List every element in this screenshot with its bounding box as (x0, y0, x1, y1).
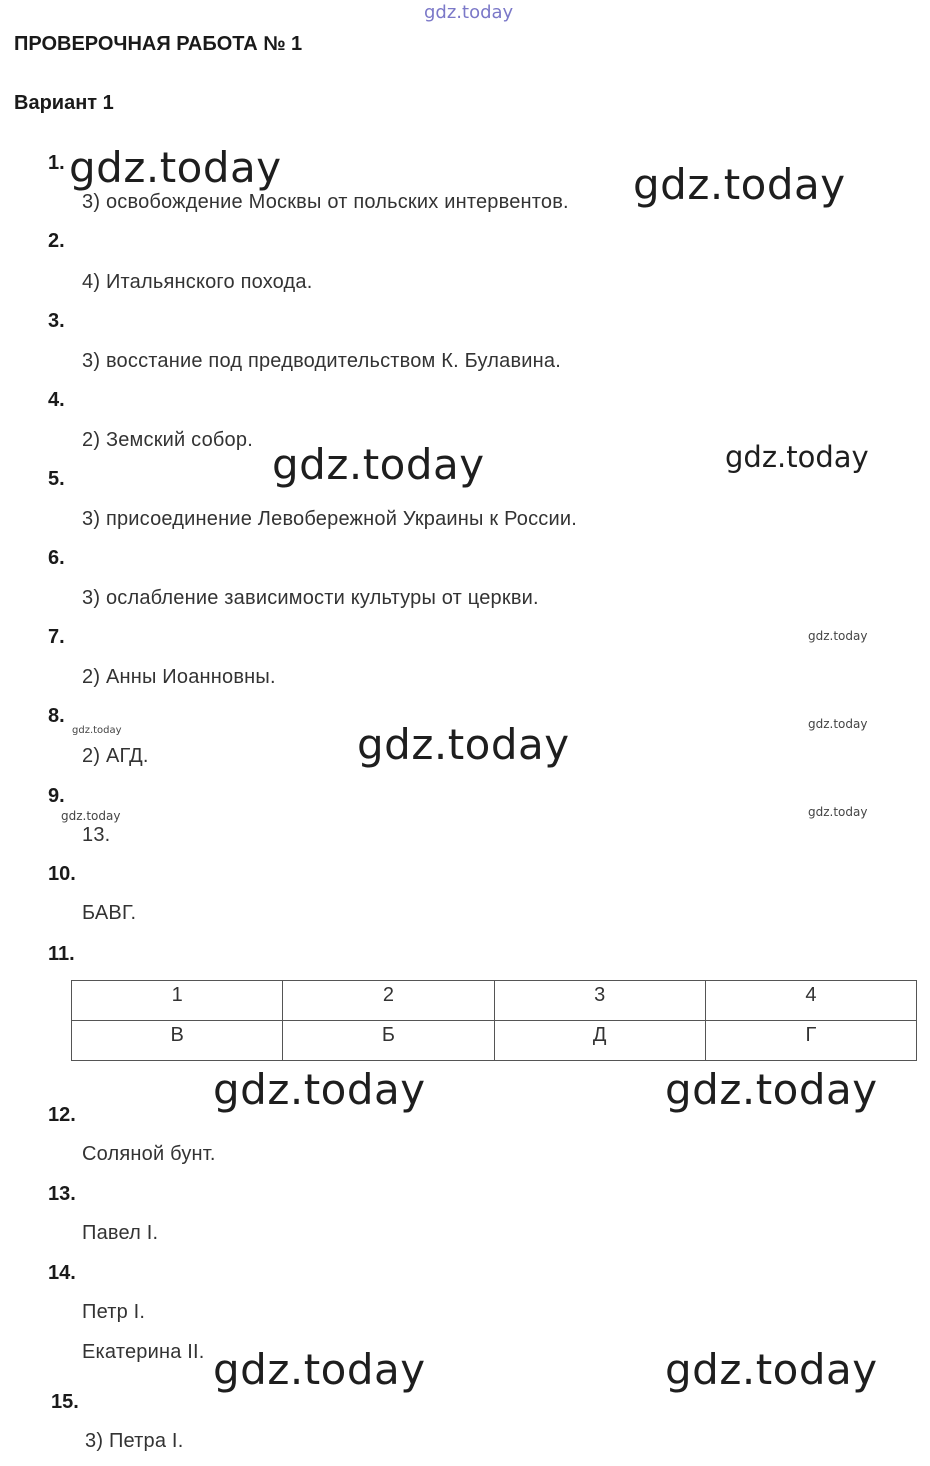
answer-14b: Екатерина II. (82, 1341, 205, 1363)
question-number-5: 5. (48, 468, 65, 490)
answer-6: 3) ослабление зависимости культуры от церкви. (82, 587, 539, 609)
table-cell: 4 (705, 981, 916, 1021)
answer-15: 3) Петра I. (85, 1430, 184, 1452)
watermark: gdz.today (213, 1065, 426, 1114)
watermark: gdz.today (665, 1345, 878, 1394)
watermark: gdz.today (61, 809, 121, 823)
watermark: gdz.today (272, 440, 485, 489)
watermark: gdz.today (633, 160, 846, 209)
watermark-top: gdz.today (424, 2, 514, 23)
question-number-11: 11. (48, 943, 75, 965)
question-number-10: 10. (48, 863, 76, 885)
table-cell: Г (705, 1021, 916, 1061)
question-number-2: 2. (48, 230, 65, 252)
answer-5: 3) присоединение Левобережной Украины к России. (82, 508, 577, 530)
answer-13: Павел I. (82, 1222, 159, 1244)
matching-table (71, 980, 917, 1061)
question-number-9: 9. (48, 785, 65, 807)
table-cell: 2 (283, 981, 494, 1021)
watermark: gdz.today (725, 440, 869, 474)
question-number-8: 8. (48, 705, 65, 727)
table-cell: В (72, 1021, 283, 1061)
answer-8: 2) АГД. (82, 745, 149, 767)
table-row-header (72, 981, 917, 1021)
question-number-7: 7. (48, 626, 65, 648)
question-number-6: 6. (48, 547, 65, 569)
question-number-13: 13. (48, 1183, 76, 1205)
watermark: gdz.today (357, 720, 570, 769)
table-cell: Д (494, 1021, 705, 1061)
watermark: gdz.today (69, 143, 282, 192)
question-number-14: 14. (48, 1262, 76, 1284)
answer-4: 2) Земский собор. (82, 429, 253, 451)
question-number-3: 3. (48, 310, 65, 332)
watermark: gdz.today (808, 717, 868, 731)
question-number-1: 1. (48, 152, 65, 174)
answer-12: Соляной бунт. (82, 1143, 216, 1165)
page-title: ПРОВЕРОЧНАЯ РАБОТА № 1 (14, 33, 303, 55)
table-cell: Б (283, 1021, 494, 1061)
answer-10: БАВГ. (82, 902, 137, 924)
answer-3: 3) восстание под предводительством К. Булавина. (82, 350, 561, 372)
watermark: gdz.today (213, 1345, 426, 1394)
answer-2: 4) Итальянского похода. (82, 271, 313, 293)
question-number-15: 15. (51, 1391, 79, 1413)
question-number-12: 12. (48, 1104, 76, 1126)
answer-1: 3) освобождение Москвы от польских интервентов. (82, 191, 569, 213)
table-cell: 3 (494, 981, 705, 1021)
table-cell: 1 (72, 981, 283, 1021)
watermark: gdz.today (808, 805, 868, 819)
answer-9: 13. (82, 824, 111, 846)
watermark: gdz.today (665, 1065, 878, 1114)
watermark: gdz.today (808, 629, 868, 643)
question-number-4: 4. (48, 389, 65, 411)
answer-14a: Петр I. (82, 1301, 146, 1323)
answer-7: 2) Анны Иоанновны. (82, 666, 276, 688)
table-row-values (72, 1021, 917, 1061)
watermark: gdz.today (72, 725, 122, 736)
variant-heading: Вариант 1 (14, 92, 114, 114)
